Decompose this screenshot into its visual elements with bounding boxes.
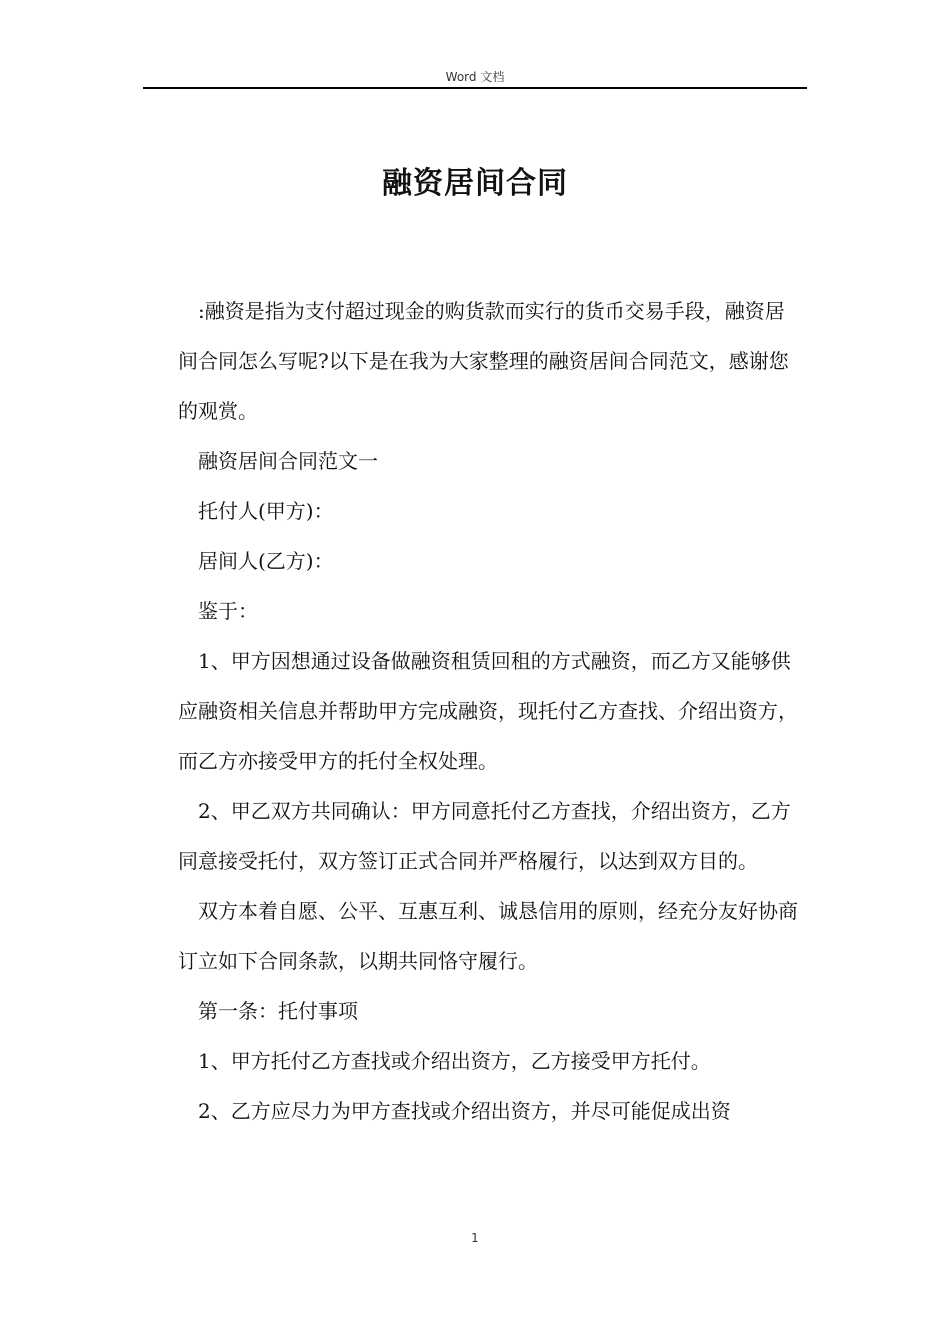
- page-header: Word 文档: [445, 70, 505, 84]
- paragraph: 融资居间合同范文一: [198, 449, 378, 473]
- header-rule: [143, 87, 807, 89]
- paragraph: 双方本着自愿、公平、互惠互利、诚恳信用的原则，经充分友好协商订立如下合同条款，以期共同恪守履行。: [178, 899, 798, 973]
- paragraph: 2、乙方应尽力为甲方查找或介绍出资方，并尽可能促成出资: [198, 1099, 731, 1123]
- paragraph: 居间人(乙方)：: [198, 549, 334, 573]
- paragraph: :融资是指为支付超过现金的购货款而实行的货币交易手段，融资居间合同怎么写呢?以下是在我为大家整理的融资居间合同范文，感谢您的观赏。: [178, 299, 789, 423]
- document-body: [178, 286, 802, 1136]
- document-title: 融资居间合同: [382, 166, 568, 201]
- paragraph: 第一条：托付事项: [198, 999, 358, 1023]
- paragraph: 1、甲方因想通过设备做融资租赁回租的方式融资，而乙方又能够供应融资相关信息并帮助甲方完成融资，现托付乙方查找、介绍出资方，而乙方亦接受甲方的托付全权处理。: [178, 649, 798, 773]
- paragraph: 鉴于：: [198, 599, 258, 623]
- paragraph: 托付人(甲方)：: [198, 499, 334, 523]
- page-number: 1: [471, 1231, 479, 1245]
- paragraph: 1、甲方托付乙方查找或介绍出资方，乙方接受甲方托付。: [198, 1049, 711, 1073]
- paragraph: 2、甲乙双方共同确认：甲方同意托付乙方查找，介绍出资方，乙方同意接受托付，双方签订正式合同并严格履行，以达到双方目的。: [178, 799, 791, 873]
